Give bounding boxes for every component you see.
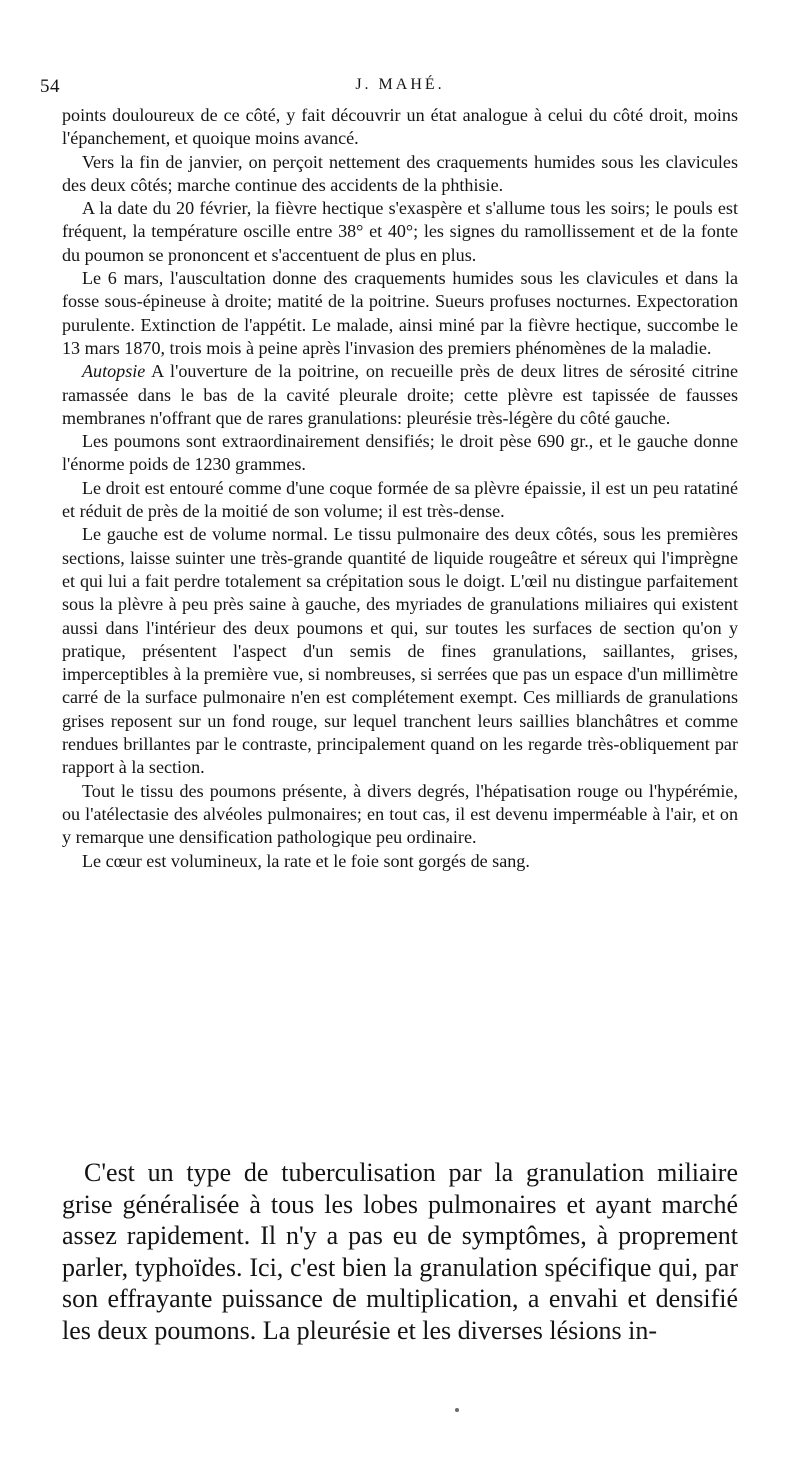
paragraph: points douloureux de ce côté, y fait découvrir un état analogue à celui du côté droit, moins l'épanchement, et quoique moins avancé.	[62, 105, 738, 149]
ink-dot	[455, 1408, 459, 1412]
paragraph: A la date du 20 février, la fièvre hectique s'exaspère et s'allume tous les soirs; le pouls est fréquent, la température oscille entre 38° et 40°; les signes du ramollissement et de la fonte du poumon se prononcent et s'accentuent de plus en plus.	[62, 198, 738, 265]
paragraph: Le cœur est volumineux, la rate et le foie sont gorgés de sang.	[82, 850, 530, 871]
paragraph: Les poumons sont extraordinairement densifiés; le droit pèse 690 gr., et le gauche donne l'énorme poids de 1230 grammes.	[62, 431, 738, 475]
paragraph: Vers la fin de janvier, on perçoit nettement des craquements humides sous les clavicules des deux côtés; marche continue des accidents de la phthisie.	[62, 151, 738, 195]
conclusion-text	[62, 1157, 738, 1346]
paragraph: Le gauche est de volume normal. Le tissu pulmonaire des deux côtés, sous les premières sections, laisse suinter une très-grande quantité de liquide rougeâtre et séreux qui l'imprègne et qui lui a fait perdre totalement sa crépitation sous le doigt. L'œil nu distingue parfaitement sous la plèvre à peu près saine à gauche, des myriades de granulations miliaires qui existent aussi dans l'intérieur des deux poumons et qui, sur toutes les surfaces de section qu'on y pratique, présentent l'aspect d'un semis de fines granulations, saillantes, grises, imperceptibles à la première vue, si nombreuses, si serrées que pas un espace d'un millimètre carré de la surface pulmonaire n'en est complétement exempt. Ces milliards de granulations grises reposent sur un fond rouge, sur lequel tranchent leurs saillies blanchâtres et comme rendues brillantes par le contraste, principalement quand on les regarde très-obliquement par rapport à la section.	[62, 524, 738, 778]
autopsy-paragraph	[62, 360, 738, 430]
page-header	[40, 76, 760, 102]
autopsy-heading: Autopsie	[82, 361, 146, 382]
conclusion-paragraph: C'est un type de tuberculisation par la granulation miliaire grise généralisée à tous les lobes pulmonaires et ayant marché assez rapidement. Il n'y a pas eu de symptômes, à proprement parler, typhoïdes. Ici, c'est bien la granulation spécifique qui, par son effrayante puissance de multiplication, a envahi et densifié les deux poumons. La pleurésie et les diverses lésions in-	[62, 1158, 738, 1345]
paragraph: Le 6 mars, l'auscultation donne des craquements humides sous les clavicules et dans la fosse sous-épineuse à droite; matité de la poitrine. Sueurs profuses nocturnes. Expectoration purulente. Extinction de l'appétit. Le malade, ainsi miné par la fièvre hectique, succombe le 13 mars 1870, trois mois à peine après l'invasion des premiers phénomènes de la maladie.	[62, 268, 738, 358]
paragraph: Le droit est entouré comme d'une coque formée de sa plèvre épaissie, il est un peu ratatiné et réduit de près de la moitié de son volume; il est très-dense.	[62, 477, 738, 522]
case-report-text	[62, 104, 738, 873]
page-number: 54	[40, 76, 60, 97]
paragraph: Tout le tissu des poumons présente, à divers degrés, l'hépatisation rouge ou l'hypérémie, ou l'atélectasie des alvéoles pulmonaires; en tout cas, il est devenu imperméable à l'air, et on y remarque une densification pathologique peu ordinaire.	[62, 780, 738, 848]
running-head: J. MAHÉ.	[355, 76, 445, 93]
autopsy-text: A l'ouverture de la poitrine, on recueille près de deux litres de sérosité citrine ramassée dans le bas de la cavité pleurale droite; cette plèvre est tapissée de fausses membranes n'offrant que de rares granulations: pleurésie très-légère du côté gauche.	[62, 361, 738, 428]
